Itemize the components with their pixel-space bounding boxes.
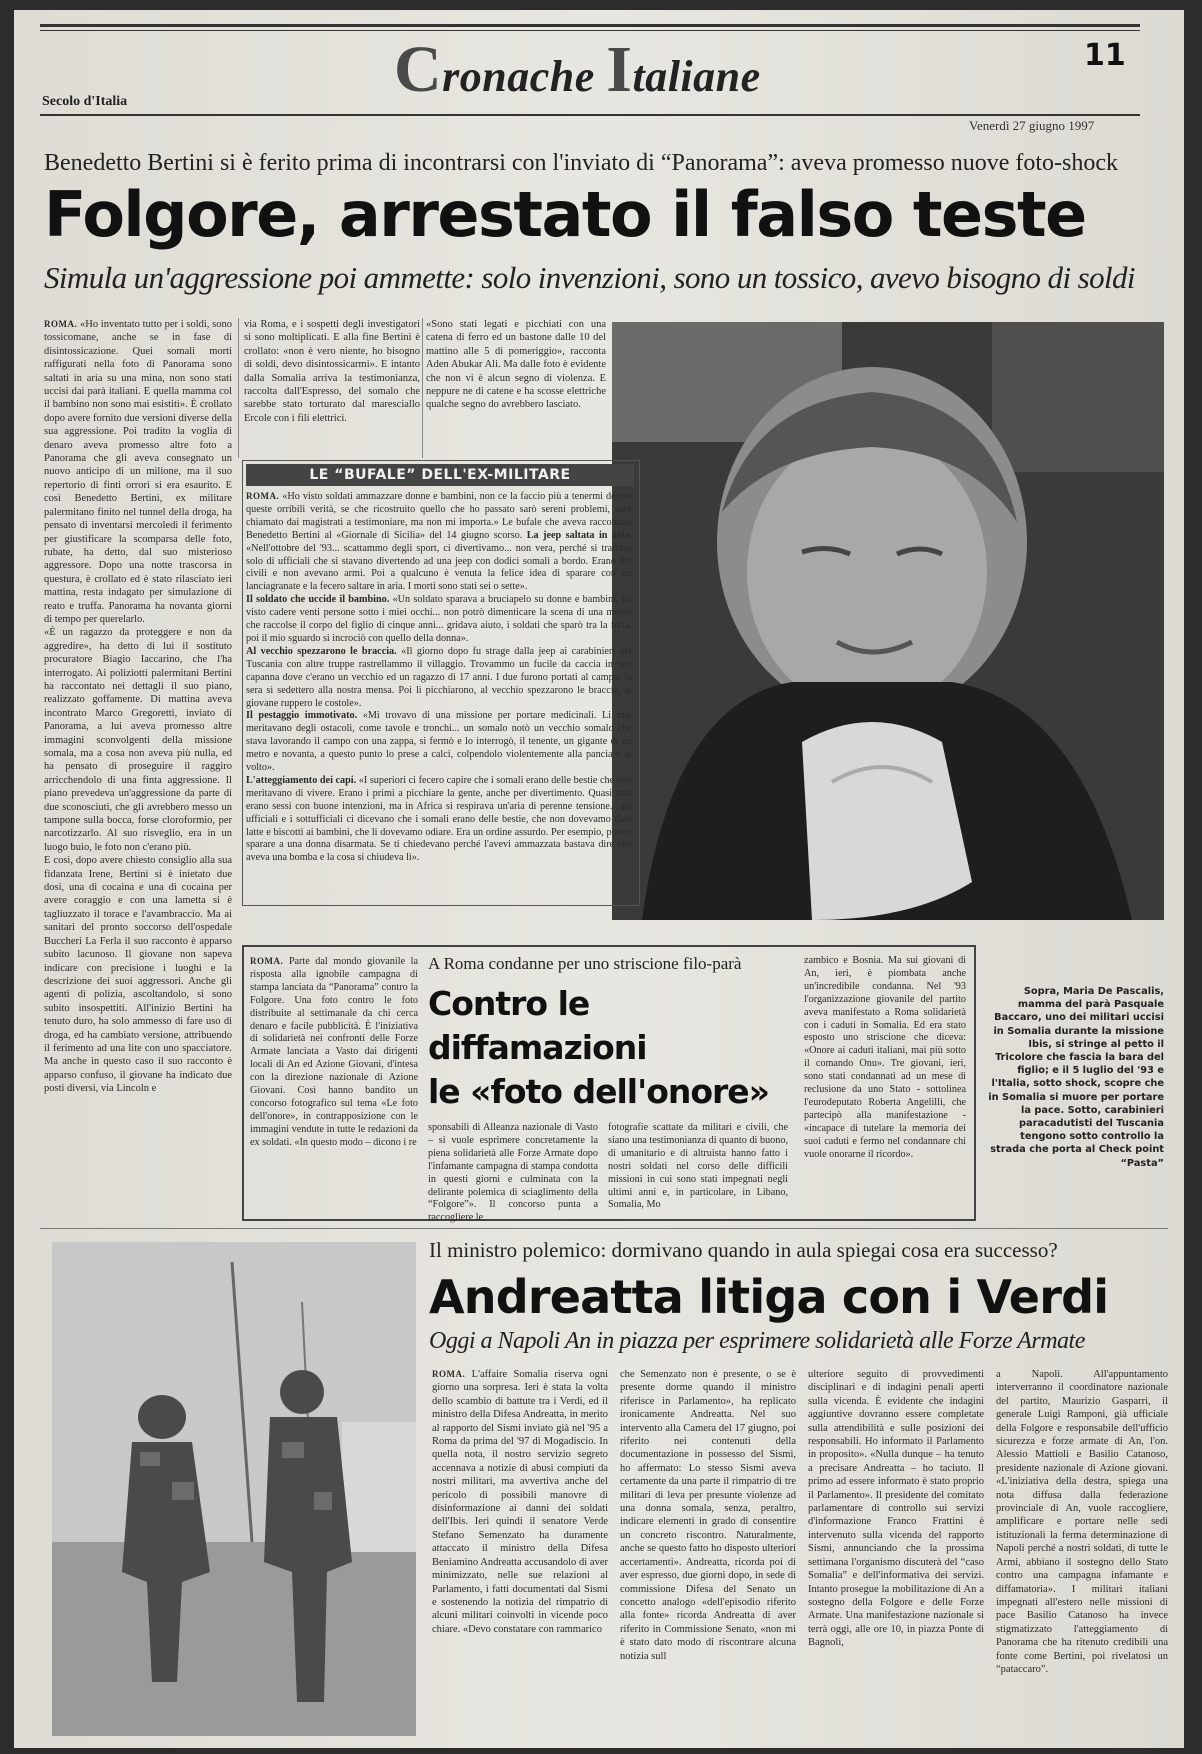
photo-caption: Sopra, Maria De Pascalis, mamma del parà Pasquale Baccaro, uno dei militari uccisi in Somalia durante la missione Ibis, si stringe al petto il Tricolore che fascia la bara del figlio; e il 5 luglio del '93 e l'Italia, sotto shock, scopre che in Somalia si muore per portare la pace. Sotto, carabinieri paracadutisti del Tuscania tengono sotto controllo la strada che porta al Check point “Pasta”	[988, 986, 1164, 1169]
top-rule	[40, 24, 1140, 27]
box-foto-headline-line1: Contro le diffamazioni	[428, 984, 647, 1067]
bufale-label-1: La jeep saltata in aria.	[526, 529, 633, 541]
column-divider	[238, 318, 239, 458]
section-title	[394, 32, 761, 108]
bufale-label-5: L'atteggiamento dei capi.	[246, 774, 357, 786]
story2-subheadline: Oggi a Napoli An in piazza per esprimere solidarietà alle Forze Armate	[429, 1328, 1085, 1354]
photo-soldiers-illustration	[52, 1242, 416, 1736]
story1-text-3: E così, dopo avere chiesto consiglio alla sua fidanzata Irene, Bertini si è inietato due dosi, una di cocaina e una di cocaina per avere coraggio e con una lametta si è tagliuzzato il torace e l'avambraccio. Ma ai sanitari del pronto soccorso dell'ospedale Buccheri La Ferla il suo racconto è apparso subito lacunoso. Il giovane non sapeva indicare con precisione i luoghi e la descrizione dei suoi aggressori. Anche gli agenti di polizia, ascoltandolo, si sono subito insospettiti. All'inizio Bertini ha tenuto duro, ha solo ammesso di fare uso di droga, ed ha cambiato versione, attribuendo il ferimento ad una lite con uno spacciatore. Ma anche in questo caso il suo racconto è apparso confuso, il giovane ha indicato due posti diversi, via Lincoln e	[44, 855, 232, 1095]
byline: ROMA.	[44, 319, 78, 329]
section-title-part1: ronache	[442, 52, 607, 101]
box-foto-kicker: A Roma condanne per uno striscione filo-parà	[428, 954, 742, 973]
box-foto-column-3: fotografie scattate da militari e civili, che siano una testimonianza di quanto di buono, di umanitario e di altruista hanno fatto i nostri soldati nel corso delle difficili missioni in cui sono stati impegnati negli ultimi anni e, in particolare, in Libano, Somalia, Mo	[608, 1122, 788, 1211]
story1-text-2: «È un ragazzo da proteggere e non da aggredire», ha detto di lui il sostituto procuratore Biagio Iaccarino, che l'ha interrogato. Ai poliziotti palermitani Bertini ha raccontato nei dettagli il suo piano, realizzato goffamente. Di mattina aveva incontrato Marco Gregoretti, inviato di Panorama, a lui aveva promesso altre immagini sconvolgenti della missione somala, ma a cosa non aveva più nulla, ed ha pensato di proseguire il raggiro arricchendolo di una finta aggressione. Il piano prevedeva un'aggressione da parte di due sconosciuti, che gli avrebbero messo un tampone sulla bocca, forse cloroformio, per narcotizzarlo. Al suo risveglio, era in un luogo buio, le foto non c'erano più.	[44, 627, 232, 853]
bufale-label-4: Il pestaggio immotivato.	[246, 710, 358, 722]
box-foto-column-4: zambico e Bosnia. Ma sui giovani di An, ieri, è piombata anche un'incredibile condanna. Nel '93 l'organizzazione giovanile del partito aveva manifestato a Roma solidarietà con i caduti in Somalia. Ed era stato esposto uno striscione che diceva: «Onore ai caduti italiani, mai più sotto il comando Onu». Tre giovani, ieri, sono stati condannati ad un mese di reclusione da uno Stato - sottolinea l'eurodeputato Roberta Angelilli, che partecipò alla manifestazione - «incapace di tutelare la memoria dei suoi caduti e fermo nel condannare chi vuole onorarne il ricordo».	[804, 955, 966, 1160]
photo-soldiers-checkpoint	[52, 1242, 416, 1736]
byline: ROMA.	[432, 1369, 466, 1379]
photo-mother-illustration	[612, 322, 1164, 920]
box-foto-column-2: sponsabili di Alleanza nazionale di Vasto – si vuole esprimere concretamente la piena solidarietà alle Forze Armate dopo l'infamante campagna di stampa condotta in questi giorni e culminata con la delirante polemica di sciaglimento della “Folgore”». Il concorso punta a raccogliere le	[428, 1122, 598, 1224]
bufale-text-5: «I superiori ci fecero capire che i somali erano delle bestie che non meritavano di vivere. Erano i primi a picchiare la gente, anche per divertimento. Quasi tutti erano sessi con buone intenzioni, ma in Africa si respirava un'aria di perenne tensione... gli ufficiali e i sottufficiali ci dicevano che i somali erano delle bestie, che non dovevamo dare latte e biscotti ai bambini, che li dovevamo odiare. Era un ordine assurdo. Per esempio, potevi sparare a una donna disarmata. Se ti chiedevano perché l'avevi ammazzata bastava dire che aveva una bomba e la cosa si chiudeva lì».	[246, 774, 632, 864]
byline: ROMA.	[250, 956, 284, 966]
story2-text-1: L'affaire Somalia riserva ogni giorno una sorpresa. Ieri è stata la volta dello scambio di battute tra i Verdi, ed il ministro della Difesa Andreatta, in merito al rapporto del Sismi inviato già nel '95 a Roma da prima del '97 di Mogadiscio. In quella nota, il nostro servizio segreto accennava a notizie di abusi compiuti da nostri militari, ma avvertiva anche del pericolo di possibili manovre di disinformazione ai danni dei soldati dell'Ibis. Ieri quindi il senatore Verde Stefano Semenzato ha duramente attaccato il ministro della Difesa Beniamino Andreatta accusandolo di aver minimizzato, nelle sue relazioni al Parlamento, i fatti documentati dal Sismi e sostenendo la notizia del rimpatrio di alcuni militari coinvolti in vicende poco chiare. «Devo constatare con rammarico	[432, 1369, 609, 1635]
section-title-cap1: C	[394, 33, 443, 106]
box-foto-column-1	[250, 955, 418, 1211]
story2-kicker: Il ministro polemico: dormivano quando in aula spiegai cosa era successo?	[429, 1238, 1058, 1262]
story1-subheadline: Simula un'aggressione poi ammette: solo invenzioni, sono un tossico, avevo bisogno di soldi	[44, 260, 1135, 295]
box-foto-text-1: Parte dal mondo giovanile la risposta alla ignobile campagna di stampa lanciata da “Panorama” contro la Folgore. Una foto contro le foto distribuite al settimanale da chi cerca denaro e facile pubblicità. È l'iniziativa di solidarietà nei confronti delle Forze Armate lanciata a Vasto dai dirigenti locali di An ed Azione Giovani, d'intesa con la direzione nazionale di Azione Giovani. Così hanno bandito un concorso fotografico sul tema «Le foto dell'onore», in contrapposizione con le immagini vendute in tutte le redazioni da ex soldati. «In questo modo – dicono i re	[250, 956, 418, 1148]
paper-name: Secolo d'Italia	[42, 94, 128, 109]
story1-column-3: «Sono stati legati e picchiati con una catena di ferro ed un bastone dalle 10 del mattino alle 5 di pomeriggio», racconta Aden Abukar Ali. Ma dalle foto è evidente che non vi è alcun segno di violenza. E neppure ne di catene e ha scosse elettriche qualche segno do avrebbero lasciato.	[426, 319, 606, 411]
story2-column-3: ulteriore seguito di provvedimenti disciplinari e di indagini penali aperti sulla vicenda. È evidente che indagini aggiuntive dovranno essere completate sulla attendibilità e sulle posizioni dei responsabili. Ho informato il Parlamento in proposito». «Nulla dunque – ha tenuto a precisare Andreatta – ho taciuto. Il primo ad essere informato è stato proprio il Parlamento». Il presidente del comitato parlamentare di controllo sui servizi d'informazione Franco Frattini è intervenuto sulla vicenda del rapporto Sismi, annunciando che la prossima settimana l'organismo discuterà del “caso Somalia” e dell'informativa dei servizi. Intanto prosegue la mobilitazione di An a sostegno della Folgore e delle Forze Armate. Una manifestazione nazionale si terrà oggi, alle ore 10, in piazza Ponte di Bagnoli,	[808, 1369, 984, 1649]
top-rule-thin	[40, 30, 1140, 31]
story1-headline: Folgore, arrestato il falso teste	[44, 178, 1086, 251]
bufale-text-3: «Il giorno dopo fu strage dalla jeep ai carabinieri del Tuscania con altre truppe rastrellammo il villaggio. Trovammo un fucile da caccia in una capanna dove c'erano un vecchio ed un ragazzo di 17 anni. I due furono portati al campo, la sera si sedettero alla nostra mensa. Poi li picchiarono, al vecchio spezzarono le braccia, al giovane ruppero le costole».	[246, 645, 633, 709]
newspaper-page	[14, 10, 1184, 1748]
story2-column-2: che Semenzato non è presente, o se è presente dorme quando il ministro riferisce in Parlamento», ha replicato ironicamente Andreatta. Nel suo intervento alla Camera del 17 giugno, poi riferito nei contenuti della documentazione in possesso del Sismi, ho affermato: Lo stesso Sismi aveva certamente da una parte il rimpatrio di tre militari di leva per presunte violenze ad una donna somala, senza, peraltro, indicare elementi in grado di consentire un concreto riscontro. Naturalmente, anche se questo fatto ho disposto ulteriori accertamenti». Andreatta, ricorda poi di aver espresso, due giorni dopo, in sede di commissione Difesa del Senato un concetto analogo «dell'episodio riferito alla fonte» ricorda Andreatta di aver riferito in Commissione Senato, «non mi è stato dato modo di riscontrare alcuna notizia sull	[620, 1369, 796, 1662]
story2-column-1	[432, 1368, 608, 1738]
page-number: 11	[1084, 38, 1126, 73]
box-bufale-text	[246, 490, 632, 898]
section-divider	[40, 1228, 1168, 1229]
bufale-text-4: «Mi trovavo di una missione per portare medicinali. Li mai meritavano degli ostacoli, come tavole e tronchi... un somalo notò un vecchio somalo che stava lavorando il campo con una zappa, si fermò e lo interrogò, il tenente, un gigante di un metro e novanta, a questo punto lo prese a calci, colpendolo violentemente alla pancia e al volto».	[246, 710, 632, 774]
story2-column-4: a Napoli. All'appuntamento interverranno il coordinatore nazionale del partito, Maurizio Gasparri, il generale Luigi Ramponi, già ufficiale della Folgore e responsabile dell'ufficio sicurezza e forze armate di An, l'on. Alessio Mattioli e Basilio Catanoso, presidente nazionale di Azione giovani. «L'iniziativa della destra, spiega una nota diffusa dalla federazione provinciale di An, vuole raccogliere, amplificare e portare nelle sedi istituzionali la ferma determinazione di Napoli perché a nostri soldati, di tutte le Armi, abbiano il sostegno dello Stato contro una campagna infamante e diffamatoria». I militari italiani impegnati all'estero nelle missioni di pace Basilio Catanoso ha invece stigmatizzato l'atteggiamento di Panorama che ha ritenuto credibili una fonte come Bertini, poi rivelatosi un “pataccaro”.	[996, 1369, 1168, 1675]
column-divider	[422, 318, 423, 458]
issue-date: Venerdì 27 giugno 1997	[969, 118, 1095, 133]
story1-kicker: Benedetto Bertini si è ferito prima di incontrarsi con l'inviato di “Panorama”: aveva promesso nuove foto-shock	[44, 150, 1119, 176]
header-rule	[40, 114, 1140, 116]
box-bufale-title: LE “BUFALE” DELL'EX-MILITARE	[246, 464, 634, 486]
box-foto-headline	[428, 982, 788, 1114]
section-title-part2: taliane	[632, 52, 761, 101]
section-title-cap2: I	[606, 33, 633, 106]
bufale-label-2: Il soldato che uccide il bambino.	[246, 594, 390, 606]
bufale-label-3: Al vecchio spezzarono le braccia.	[246, 645, 397, 657]
box-foto-headline-line2: le «foto dell'onore»	[428, 1072, 770, 1111]
photo-mother-with-flag	[612, 322, 1164, 920]
story1-text-1: «Ho inventato tutto per i soldi, sono tossicomane, anche se in fase di disintossicazione. Quei somali morti raffigurati nella foto di Panorama sono saltati in aria su una mina, non sono stati uccisi dai parà italiani. E quella mamma col il bambino non sono mai esistiti». È crollato dopo avere fornito due versioni diverse della sua aggressione. Poi tradito la voglia di denaro aveva promesso altre foto a Panorama che gli aveva consegnato un nuovo anticipo di un milione, ma il suo repertorio di finti orrori si era esaurito. E così Benedetto Bertini, ex militare palermitano finito nel tunnel della droga, ha pensato di inventarsi mercoledì il ferimento per giustificare la scomparsa delle foto, rubate, ha detto, dal suo misterioso aggressore. Dopo una notte trascorsa in questura, è crollato ed è stato rilasciato ieri mattina, resta indagato per simulazione di reato e truffa. Panorama ha novanta giorni di tempo per querelarlo.	[44, 319, 232, 625]
byline: ROMA.	[246, 491, 280, 501]
bufale-text-2: «Un soldato sparava a bruciapelo su donne e bambini, ho visto cadere venti persone sotto i miei occhi... non potrò dimenticare la scena di una madre che raccolse il corpo del figlio di cinque anni... gridava aiuto, i soldati che sparò tra la folla, poi il mio sguardo si incrociò con quello della donna».	[246, 594, 633, 644]
story1-column-2: via Roma, e i sospetti degli investigatori si sono moltiplicati. E alla fine Bertini è crollato: «non è vero niente, ho bisogno di soldi, devo disintossicarmi». E intanto dalla Somalia arriva la testimonianza, raccolta dall'Espresso, del somalo che sarebbe stato torturato dal maresciallo Ercole con i fili elettrici.	[244, 319, 420, 424]
story2-headline: Andreatta litiga con i Verdi	[429, 1270, 1109, 1324]
bufale-intro: «Ho visto soldati ammazzare donne e bambini, non ce la faccio più a tenermi dentro queste orribili verità, se che ricostruito quello che ho passato sarò sereni problemi, sarò chiamato dai magistrati a testimoniare, ma non mi importa.» Le bufale che aveva raccontato Benedetto Bertini al «Giornale di Sicilia» del 14 giugno scorso.	[246, 491, 632, 541]
bufale-text-1: «Nell'ottobre del '93... scattammo degli sport, ci divertivamo... non vera, perché si trattava solo di ufficiali che si stavano divertendo ad una jeep con dodici somali a bordo. Erano dei civili e non avevano armi. Poi a qualcuno è venuta la felice idea di sparare con un lanciagranate e la fecero saltare in aria. I morti sono stati sei o sette».	[246, 542, 632, 593]
